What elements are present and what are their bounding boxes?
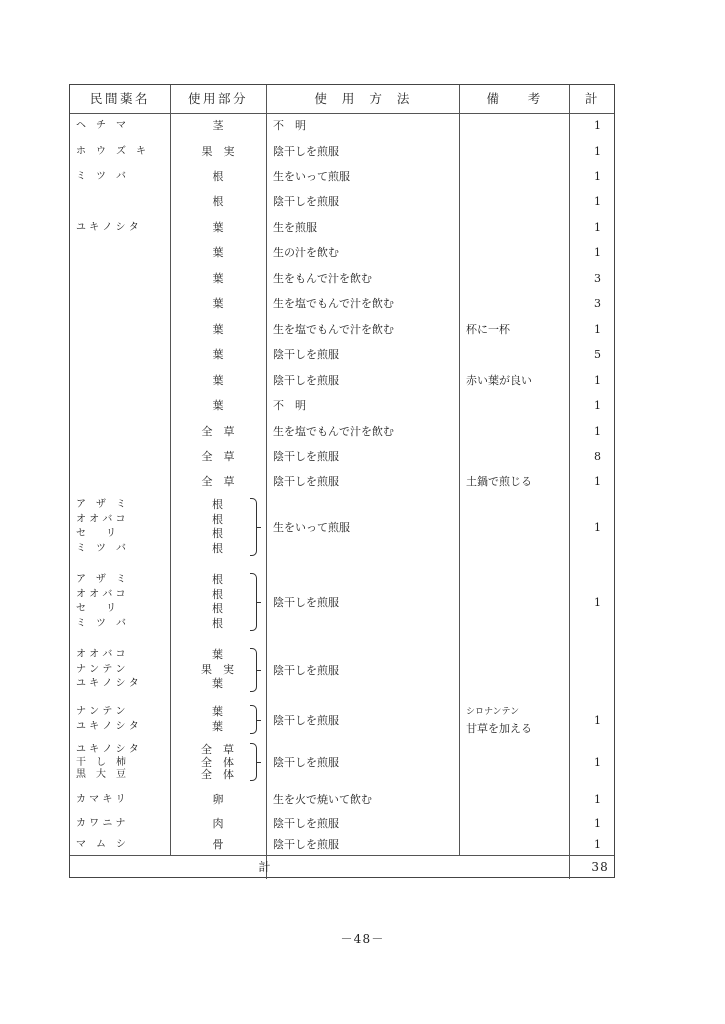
remedy-name: マ ム シ: [76, 839, 126, 850]
remedy-name: ユ キ ノ シ タ: [76, 222, 139, 233]
usage-method: 陰干しを煎服: [273, 475, 339, 488]
count: 1: [594, 399, 601, 412]
count: 1: [594, 817, 601, 830]
remedy-name: ア ザ ミ: [76, 574, 126, 585]
part-used: 根: [212, 587, 223, 601]
count: 8: [594, 450, 601, 463]
part-used: 全 草: [201, 743, 234, 756]
usage-method: 陰干しを煎服: [273, 663, 339, 677]
group-brace: [250, 573, 257, 631]
part-used: 葉: [212, 272, 224, 285]
count: 1: [594, 119, 601, 132]
part-used: 葉: [212, 374, 224, 387]
count: 1: [594, 713, 601, 727]
part-used: 葉: [212, 648, 223, 661]
part-used: 根: [212, 170, 224, 183]
remedy-name: ミ ツ バ: [76, 171, 126, 182]
remedy-name: セ リ: [76, 528, 116, 539]
part-used: 根: [212, 616, 223, 630]
remedy-name: セ リ: [76, 603, 116, 614]
usage-method: 生を煎服: [273, 221, 317, 234]
part-used: 葉: [212, 719, 223, 733]
count: 1: [594, 323, 601, 336]
footer-total: 38: [591, 860, 609, 874]
remark: 土鍋で煎じる: [466, 475, 532, 488]
count: 1: [594, 838, 601, 851]
count: 1: [594, 246, 601, 259]
usage-method: 不 明: [273, 399, 306, 412]
remedy-name: 黒 大 豆: [76, 769, 126, 780]
part-used: 根: [212, 602, 223, 615]
count: 1: [594, 755, 601, 769]
usage-method: 生を塩でもんで汁を飲む: [273, 425, 394, 438]
part-used: 葉: [212, 348, 224, 361]
header-count: 計: [584, 91, 600, 106]
part-used: 葉: [212, 677, 223, 690]
remedy-name: ミ ツ バ: [76, 617, 126, 629]
part-used: 全 草: [201, 475, 235, 488]
remark: 杯に一杯: [466, 323, 510, 336]
usage-method: 生をもんで汁を飲む: [273, 272, 372, 285]
usage-method: 生をいって煎服: [273, 170, 350, 183]
remedy-name: オ オ バ コ: [76, 513, 126, 525]
remedy-name: オ オ バ コ: [76, 649, 126, 660]
part-used: 果 実: [201, 662, 234, 676]
count: 5: [594, 348, 601, 361]
part-used: 茎: [212, 119, 224, 132]
usage-method: 陰干しを煎服: [273, 755, 339, 769]
usage-method: 陰干しを煎服: [273, 348, 339, 361]
remark: シロナンテン: [466, 706, 520, 717]
count: 1: [594, 145, 601, 158]
remedy-name: カ マ キ リ: [76, 794, 126, 805]
part-used: 根: [212, 498, 223, 511]
count: 3: [594, 272, 601, 285]
part-used: 全 草: [201, 425, 235, 438]
usage-method: 生を塩でもんで汁を飲む: [273, 297, 394, 310]
count: 1: [594, 793, 601, 806]
part-used: 根: [212, 573, 223, 586]
remedy-name: ユ キ ノ シ タ: [76, 678, 139, 689]
usage-method: 生を火で焼いて飲む: [273, 793, 372, 806]
remedy-name: ユ キ ノ シ タ: [76, 720, 139, 732]
part-used: 卵: [212, 793, 224, 806]
usage-method: 陰干しを煎服: [273, 596, 339, 609]
count: 1: [594, 596, 601, 609]
part-used: 全 体: [201, 755, 234, 769]
header-rule: [70, 113, 614, 114]
count: 1: [594, 475, 601, 488]
footer-label: 計: [258, 860, 271, 874]
usage-method: 不 明: [273, 119, 306, 132]
remedy-name: カ ワ ニ ナ: [76, 818, 126, 829]
header-note: 備 考: [486, 91, 542, 106]
part-used: 葉: [212, 705, 223, 718]
header-method: 使 用 方 法: [314, 91, 411, 106]
header-name: 民間薬名: [89, 91, 150, 106]
remedy-name: 干 し 柿: [76, 756, 126, 768]
count: 1: [594, 170, 601, 183]
part-used: 葉: [212, 297, 224, 310]
usage-method: 陰干しを煎服: [273, 713, 339, 727]
group-brace: [250, 705, 257, 734]
count: 3: [594, 297, 601, 310]
part-used: 全 体: [201, 768, 234, 781]
part-used: 骨: [212, 838, 224, 851]
count: 1: [594, 425, 601, 438]
group-brace: [250, 498, 257, 556]
remedy-name: オ オ バ コ: [76, 588, 126, 600]
remedy-name: ヘ チ マ: [76, 120, 126, 131]
usage-method: 陰干しを煎服: [273, 817, 339, 830]
part-used: 葉: [212, 323, 224, 336]
remark: 赤い葉が良い: [466, 374, 532, 387]
count: 1: [594, 374, 601, 387]
col-divider: [266, 85, 267, 879]
remedy-name: ユ キ ノ シ タ: [76, 744, 139, 755]
part-used: 葉: [212, 221, 224, 234]
part-used: 肉: [212, 817, 224, 830]
remedy-name: ナ ン テ ン: [76, 663, 126, 675]
part-used: 葉: [212, 246, 224, 259]
part-used: 根: [212, 541, 223, 555]
table-footer: [70, 855, 614, 879]
part-used: 根: [212, 512, 223, 526]
usage-method: 陰干しを煎服: [273, 145, 339, 158]
remedy-name: ナ ン テ ン: [76, 706, 126, 717]
col-divider: [170, 85, 171, 855]
remark: 甘草を加える: [466, 721, 532, 735]
part-used: 全 草: [201, 450, 235, 463]
part-used: 根: [212, 195, 224, 208]
usage-method: 生をいって煎服: [273, 521, 350, 534]
usage-method: 陰干しを煎服: [273, 374, 339, 387]
remedy-name: ミ ツ バ: [76, 542, 126, 554]
col-divider: [459, 85, 460, 855]
part-used: 果 実: [201, 145, 235, 158]
usage-method: 陰干しを煎服: [273, 838, 339, 851]
group-brace: [250, 648, 257, 692]
usage-method: 生を塩でもんで汁を飲む: [273, 323, 394, 336]
usage-method: 生の汁を飲む: [273, 246, 339, 259]
remedy-name: ホ ウ ズ キ: [76, 146, 146, 157]
remedy-table: [69, 84, 615, 878]
count: 1: [594, 195, 601, 208]
part-used: 葉: [212, 399, 224, 412]
group-brace: [250, 743, 257, 781]
part-used: 根: [212, 527, 223, 540]
remedy-name: ア ザ ミ: [76, 499, 126, 510]
count: 1: [594, 521, 601, 534]
count: 1: [594, 221, 601, 234]
usage-method: 陰干しを煎服: [273, 195, 339, 208]
page-number: －48－: [340, 932, 385, 946]
header-part: 使用部分: [187, 91, 248, 106]
usage-method: 陰干しを煎服: [273, 450, 339, 463]
